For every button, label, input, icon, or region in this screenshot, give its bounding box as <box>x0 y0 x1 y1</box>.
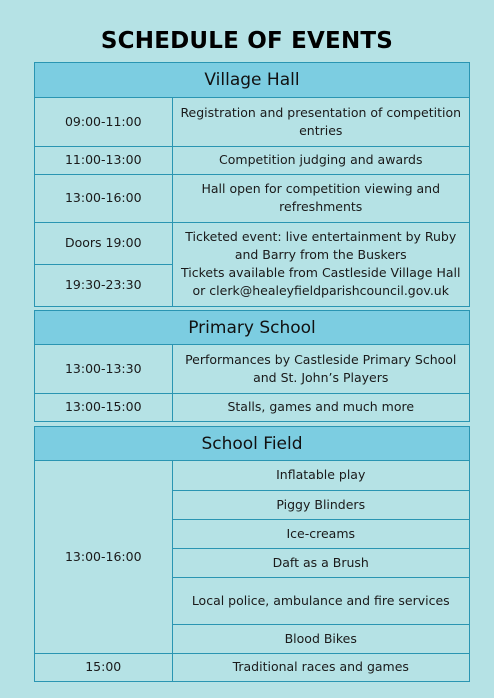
table-row <box>35 98 469 146</box>
school-field-table <box>35 461 469 681</box>
time-cell: 15:00 <box>35 653 172 681</box>
time-cell: Doors 19:00 <box>35 222 172 264</box>
table-row <box>35 222 469 264</box>
event-cell: Performances by Castleside Primary School and St. John’s Players <box>172 345 469 393</box>
time-cell: 11:00-13:00 <box>35 146 172 174</box>
event-cell: Blood Bikes <box>172 624 469 653</box>
event-text: Tickets available from Castleside Village Hall or clerk@healeyfieldparishcouncil.gov.uk <box>181 265 461 299</box>
time-cell: 13:00-16:00 <box>35 461 172 653</box>
time-cell: 19:30-23:30 <box>35 264 172 306</box>
event-cell: Traditional races and games <box>172 653 469 681</box>
table-row <box>35 393 469 421</box>
event-cell: Stalls, games and much more <box>172 393 469 421</box>
table-row <box>35 345 469 393</box>
primary-school-table <box>35 345 469 421</box>
village-hall-table <box>35 98 469 306</box>
event-cell: Piggy Blinders <box>172 490 469 519</box>
event-cell: Hall open for competition viewing and refreshments <box>172 174 469 222</box>
event-cell: Daft as a Brush <box>172 548 469 577</box>
table-row <box>35 461 469 490</box>
time-cell: 09:00-11:00 <box>35 98 172 146</box>
time-cell: 13:00-15:00 <box>35 393 172 421</box>
primary-school-heading: Primary School <box>35 311 469 345</box>
table-row <box>35 146 469 174</box>
table-row <box>35 653 469 681</box>
event-cell: Competition judging and awards <box>172 146 469 174</box>
event-cell: Ice-creams <box>172 519 469 548</box>
village-hall-heading: Village Hall <box>35 63 469 98</box>
event-cell: Local police, ambulance and fire services <box>172 577 469 624</box>
event-cell <box>172 222 469 306</box>
event-text: Ticketed event: live entertainment by Ruby and Barry from the Buskers <box>185 229 457 263</box>
school-field-heading: School Field <box>35 427 469 461</box>
village-hall-section <box>34 62 470 307</box>
event-cell: Registration and presentation of competition entries <box>172 98 469 146</box>
page-title: SCHEDULE OF EVENTS <box>100 28 394 54</box>
table-row <box>35 174 469 222</box>
school-field-section <box>34 426 470 682</box>
event-cell: Inflatable play <box>172 461 469 490</box>
primary-school-section <box>34 310 470 422</box>
time-cell: 13:00-13:30 <box>35 345 172 393</box>
time-cell: 13:00-16:00 <box>35 174 172 222</box>
